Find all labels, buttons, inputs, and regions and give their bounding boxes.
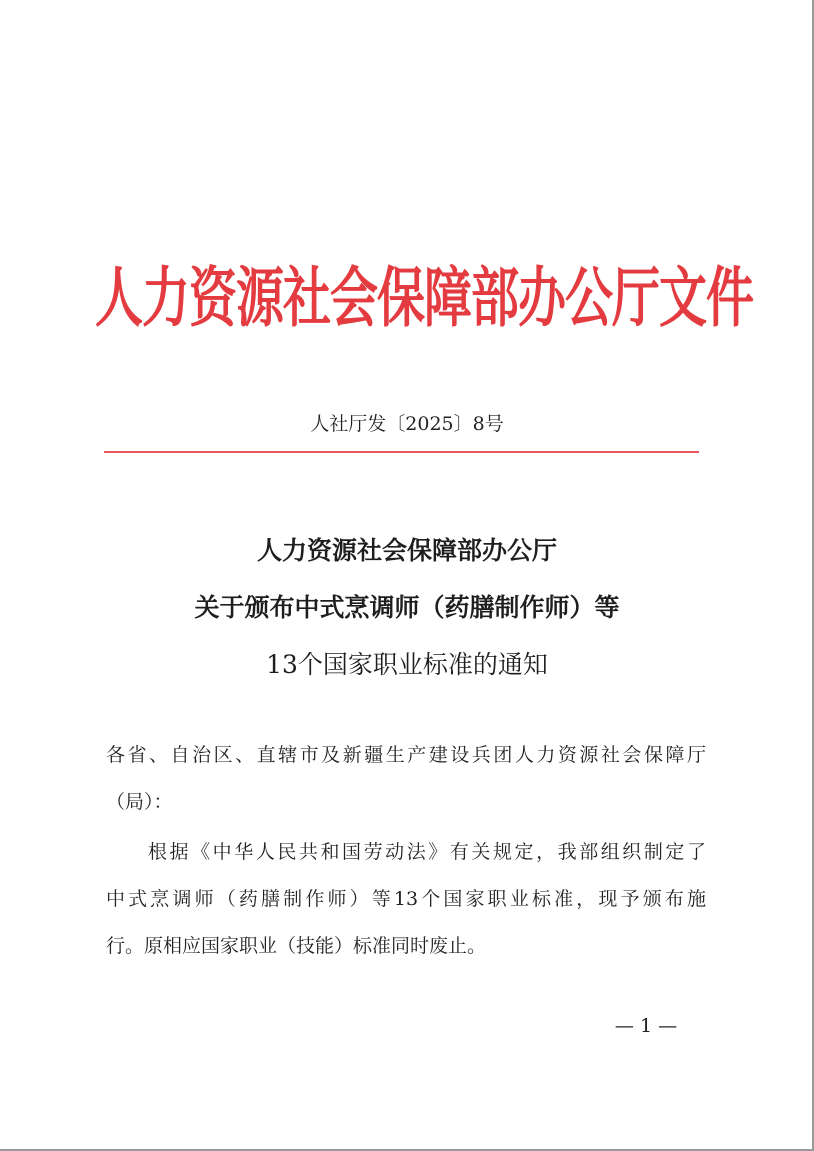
body-paragraph-line-2: 中式烹调师（药膳制作师）等13个国家职业标准，现予颁布施 <box>106 888 706 910</box>
notice-title-line-2: 关于颁布中式烹调师（药膳制作师）等 <box>194 593 620 622</box>
page-number: — 1 — <box>614 1015 678 1037</box>
document-number: 人社厅发〔2025〕8号 <box>310 413 504 435</box>
body-paragraph-line-1: 根据《中华人民共和国劳动法》有关规定，我部组织制定了 <box>148 841 706 863</box>
addressee-line-continued: （局）： <box>106 791 173 813</box>
masthead-title: 人力资源社会保障部办公厅文件 <box>95 260 754 337</box>
red-separator-rule <box>104 451 699 453</box>
notice-title-line-3: 13个国家职业标准的通知 <box>266 650 548 679</box>
body-paragraph-line-3: 行。原相应国家职业（技能）标准同时废止。 <box>106 935 487 957</box>
notice-title-line-1: 人力资源社会保障部办公厅 <box>256 536 557 565</box>
addressee-line: 各省、自治区、直辖市及新疆生产建设兵团人力资源社会保障厅 <box>106 744 706 766</box>
